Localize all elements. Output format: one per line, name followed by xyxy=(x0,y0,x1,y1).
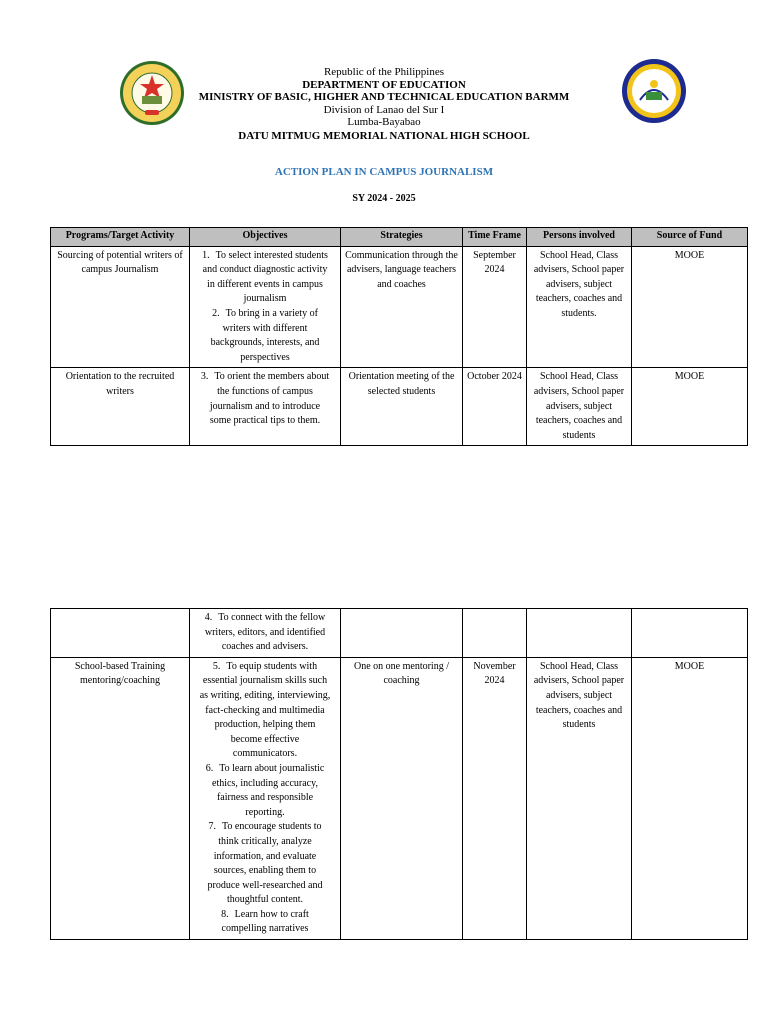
program-cell xyxy=(51,609,190,658)
table-row xyxy=(51,368,748,446)
persons-cell: School Head, Class advisers, School paper advisers, subject teachers, coaches and students. xyxy=(527,246,632,368)
table-header-row xyxy=(51,228,748,247)
strategies-cell: Orientation meeting of the selected students xyxy=(341,368,463,446)
objective-item: 1. To select interested students and conduct diagnostic activity in different events in campus journalism xyxy=(202,249,328,305)
fund-cell xyxy=(632,609,748,658)
col-header-program: Programs/Target Activity xyxy=(51,228,190,247)
table-row xyxy=(51,657,748,939)
col-header-fund: Source of Fund xyxy=(632,228,748,247)
header-department: DEPARTMENT OF EDUCATION xyxy=(302,78,466,91)
objective-item: 5. To equip students with essential journalism skills such as writing, editing, interviewing, fact-checking and multimedia production, helping them become effective communicators. xyxy=(199,660,331,760)
letterhead xyxy=(140,66,628,142)
objective-item: 2. To bring in a variety of writers with different backgrounds, interests, and perspectives xyxy=(210,307,320,363)
objectives-cell xyxy=(190,246,341,368)
objectives-cell xyxy=(190,657,341,939)
header-municipality: Lumba-Bayabao xyxy=(347,116,421,128)
col-header-time-frame: Time Frame xyxy=(463,228,527,247)
strategies-cell: Communication through the advisers, language teachers and coaches xyxy=(341,246,463,368)
objective-item: 3. To orient the members about the functions of campus journalism and to introduce some practical tips to them. xyxy=(200,371,330,427)
time-frame-cell xyxy=(463,609,527,658)
action-plan-table xyxy=(50,227,748,446)
program-cell: School-based Training mentoring/coaching xyxy=(51,657,190,939)
col-header-objectives: Objectives xyxy=(190,228,341,247)
table-row xyxy=(51,246,748,368)
persons-cell: School Head, Class advisers, School paper advisers, subject teachers, coaches and students xyxy=(527,368,632,446)
time-frame-cell: November 2024 xyxy=(463,657,527,939)
strategies-cell: One on one mentoring / coaching xyxy=(341,657,463,939)
header-republic: Republic of the Philippines xyxy=(323,66,445,78)
header-division: Division of Lanao del Sur I xyxy=(323,103,445,116)
objective-item: 6. To learn about journalistic ethics, including accuracy, fairness and responsible reporting. xyxy=(205,762,325,818)
col-header-strategies: Strategies xyxy=(341,228,463,247)
col-header-persons: Persons involved xyxy=(527,228,632,247)
table-row xyxy=(51,609,748,658)
time-frame-cell: September 2024 xyxy=(463,246,527,368)
header-ministry: MINISTRY OF BASIC, HIGHER AND TECHNICAL EDUCATION BARMM xyxy=(198,91,570,103)
action-plan-table-continued xyxy=(50,608,748,940)
program-cell: Sourcing of potential writers of campus Journalism xyxy=(51,246,190,368)
document-title: ACTION PLAN IN CAMPUS JOURNALISM xyxy=(274,166,494,178)
persons-cell: School Head, Class advisers, School paper advisers, subject teachers, coaches and students xyxy=(527,657,632,939)
school-year: SY 2024 - 2025 xyxy=(352,193,416,204)
school-logo xyxy=(620,58,688,124)
fund-cell: MOOE xyxy=(632,657,748,939)
persons-cell xyxy=(527,609,632,658)
objectives-cell xyxy=(190,609,341,658)
strategies-cell xyxy=(341,609,463,658)
objective-item: 4. To connect with the fellow writers, editors, and identified coaches and advisers. xyxy=(204,612,326,653)
time-frame-cell: October 2024 xyxy=(463,368,527,446)
fund-cell: MOOE xyxy=(632,368,748,446)
objective-item: 7. To encourage students to think critically, analyze information, and evaluate sources, enabling them to produce well-researched and thoughtful content. xyxy=(207,821,323,906)
objectives-cell xyxy=(190,368,341,446)
program-cell: Orientation to the recruited writers xyxy=(51,368,190,446)
fund-cell: MOOE xyxy=(632,246,748,368)
header-school: DATU MITMUG MEMORIAL NATIONAL HIGH SCHOOL xyxy=(238,129,530,142)
objective-item: 8. Learn how to craft compelling narratives xyxy=(221,908,309,935)
